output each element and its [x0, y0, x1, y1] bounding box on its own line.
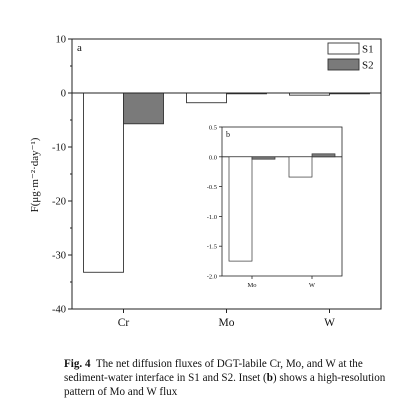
inset-y-tick-label: 0.0	[208, 154, 217, 162]
inset-x-tick-label: W	[308, 282, 316, 289]
bar-s1-cr	[84, 93, 124, 272]
main-y-tick-label: -40	[52, 304, 66, 316]
y-axis-label: F(μg·m⁻²·day⁻¹)	[29, 137, 41, 213]
inset-x-tick-label: Mo	[247, 282, 257, 289]
inset-bar-s1-mo	[229, 157, 252, 261]
caption-label: Fig. 4	[64, 358, 91, 370]
bar-s2-cr	[124, 93, 164, 124]
inset-y-tick-label: 0.5	[208, 124, 217, 132]
inset-y-tick-label: -0.5	[206, 184, 217, 192]
inset-chart	[198, 118, 358, 294]
inset-y-tick-label: -1.0	[206, 213, 217, 221]
legend-label-s2: S2	[362, 59, 374, 72]
caption-text-2: ) shows a high-resolution pattern of Mo and W flux	[64, 372, 386, 398]
legend-label-s1: S1	[362, 43, 374, 56]
main-y-tick-label: -20	[52, 196, 66, 208]
legend-swatch-s2	[328, 59, 359, 70]
inset-y-tick-label: -2.0	[206, 273, 217, 281]
caption-text-1: The net diffusion fluxes of DGT-labile Cr, Mo, and W at the sediment-water interface in S1 and S2. Inset (	[64, 358, 363, 384]
main-y-tick-label: 0	[60, 88, 66, 100]
main-x-tick-label: Cr	[117, 317, 130, 329]
panel-label-b: b	[226, 130, 230, 139]
caption-bold-b: b	[266, 372, 273, 384]
inset-y-tick-label: -1.5	[206, 243, 217, 251]
bar-s1-mo	[187, 93, 227, 103]
legend	[328, 43, 374, 72]
main-y-tick-label: -30	[52, 250, 66, 262]
main-x-tick-label: W	[324, 317, 335, 329]
inset-bar-s1-w	[289, 157, 312, 177]
legend-swatch-s1	[328, 43, 359, 54]
panel-label-a: a	[77, 42, 82, 54]
main-y-tick-label: -10	[52, 142, 66, 154]
main-y-tick-label: 10	[55, 34, 66, 46]
inset-bar-s2-mo	[252, 157, 275, 159]
inset-bar-s2-w	[312, 154, 335, 157]
main-x-tick-label: Mo	[218, 317, 235, 329]
figure-caption	[64, 357, 399, 399]
